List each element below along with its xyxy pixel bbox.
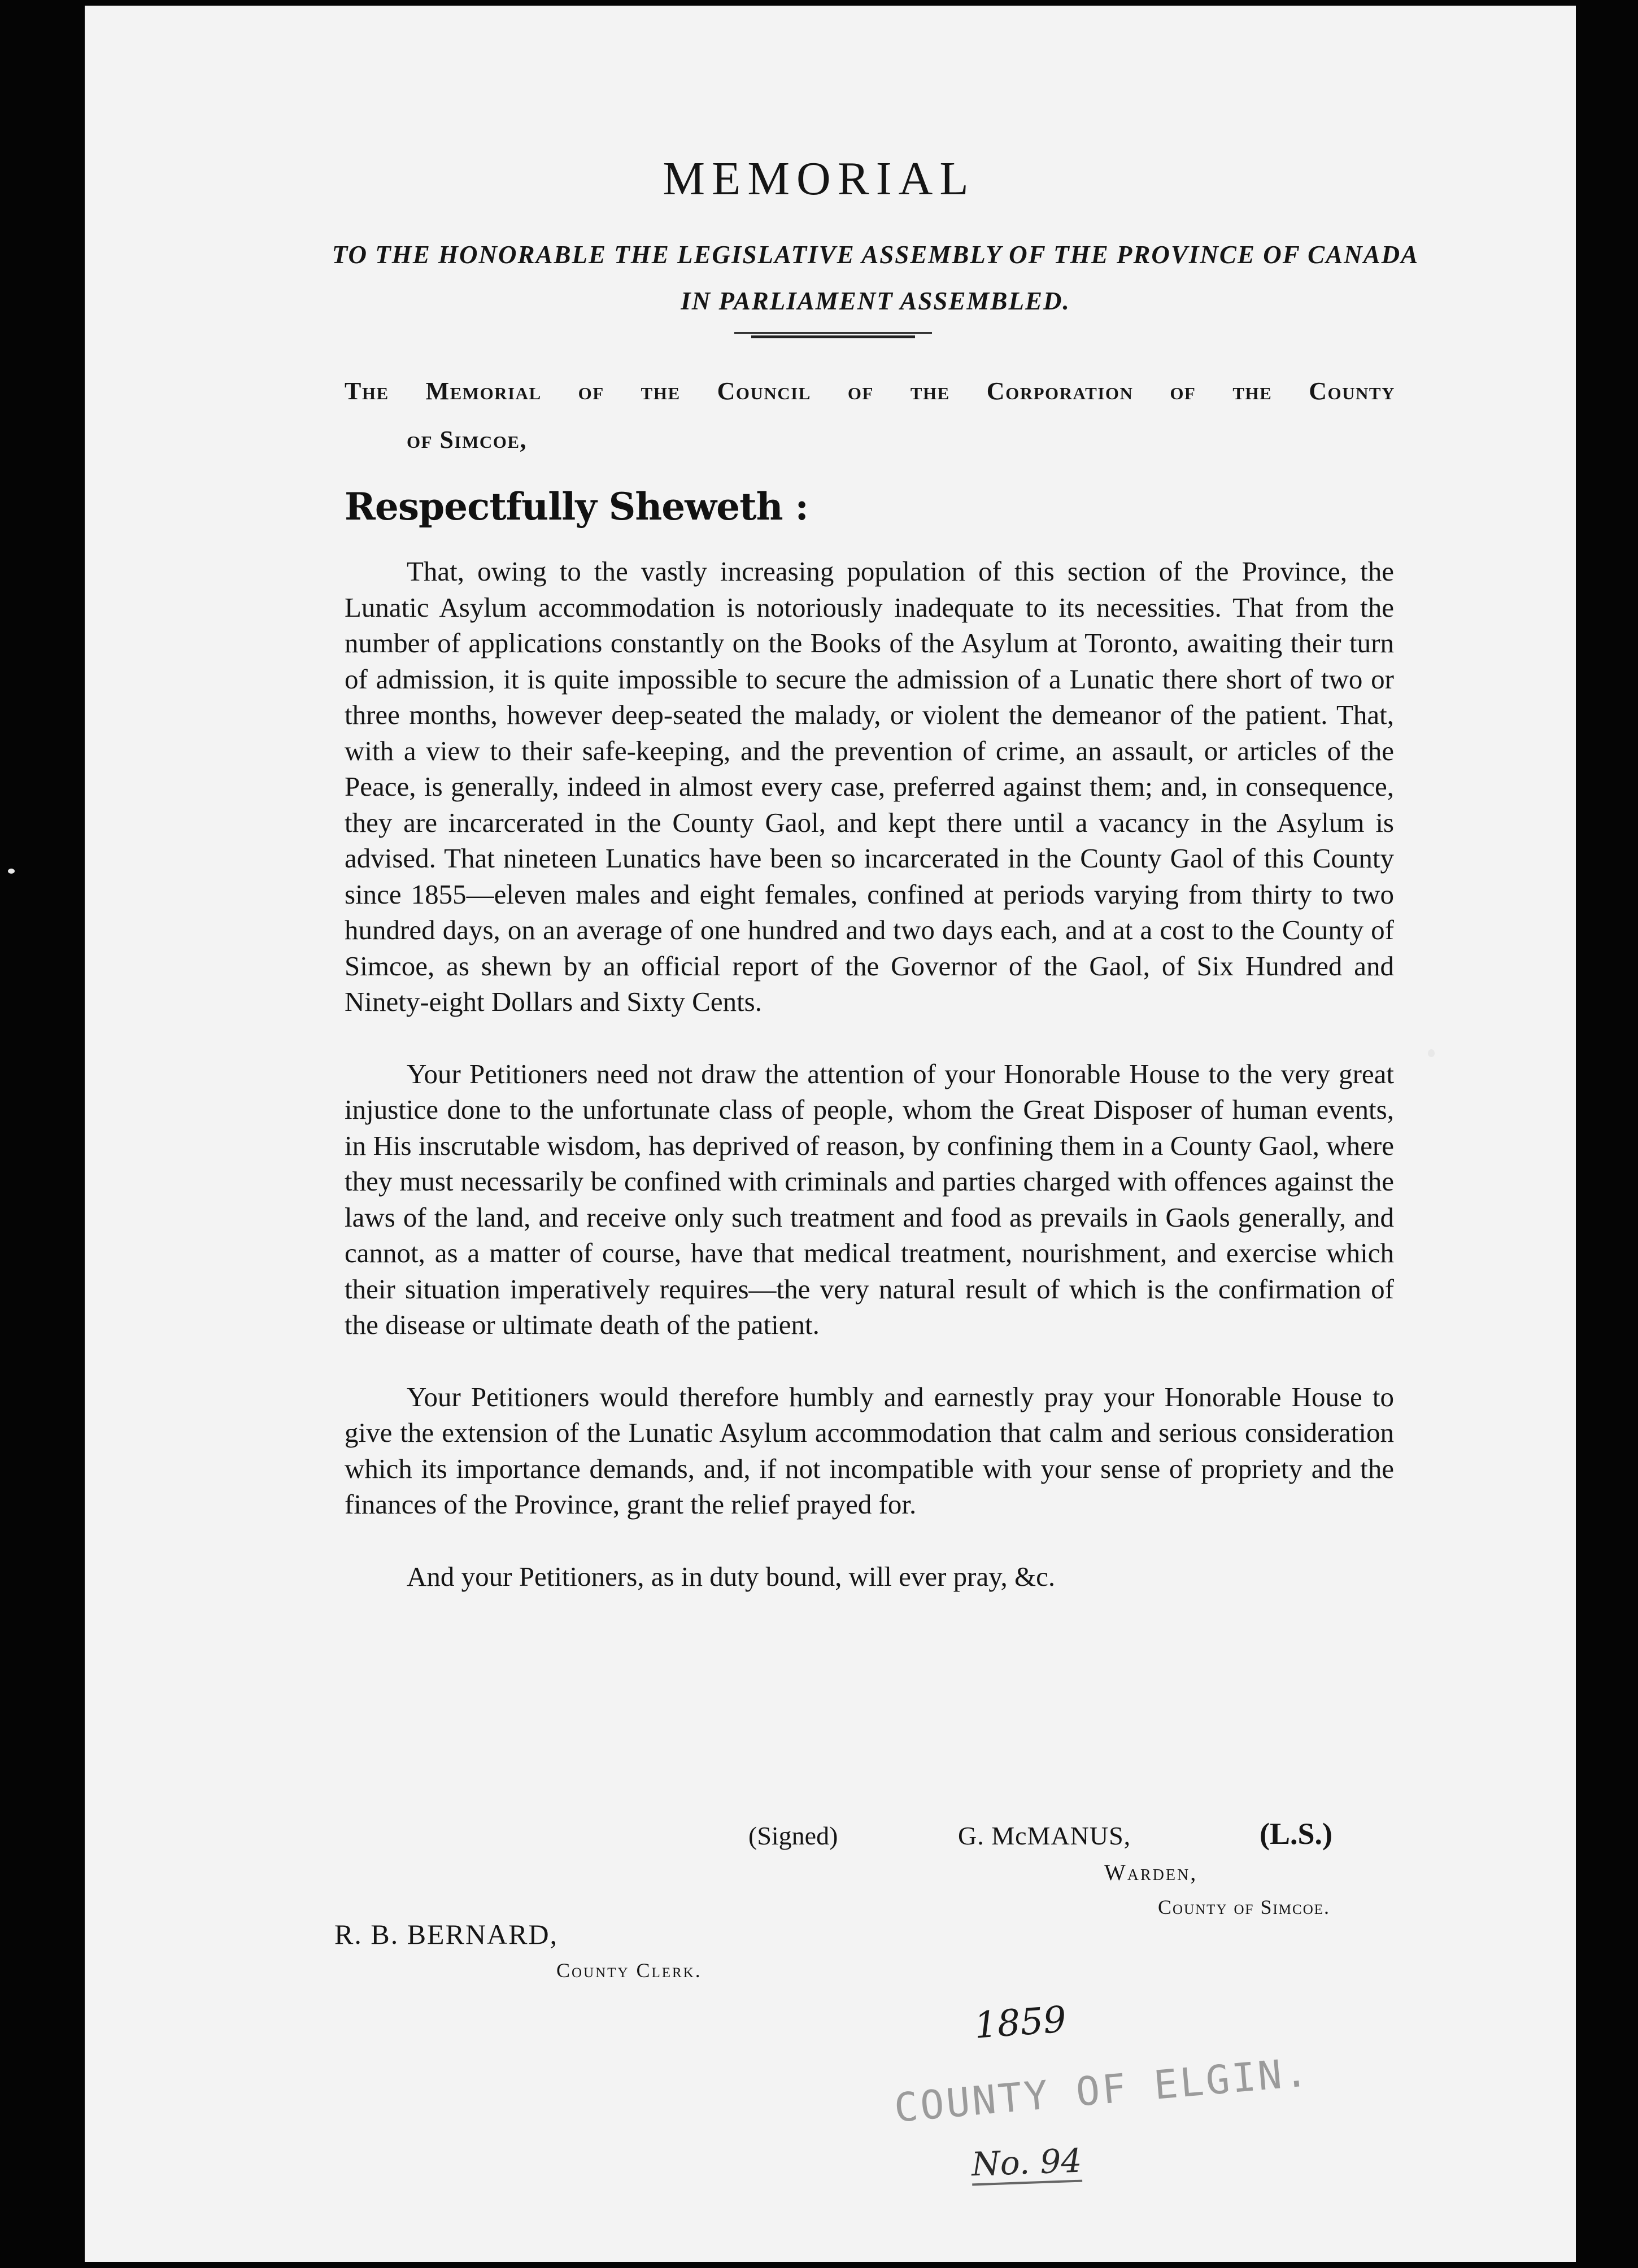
warden-county: County of Simcoe. [1158, 1896, 1331, 1918]
archive-number-text: No. 94 [971, 2141, 1083, 2186]
handwritten-year: 1859 [973, 1999, 1068, 2047]
scan-speck [1428, 1049, 1435, 1057]
clerk-name: R. B. BERNARD, [334, 1918, 559, 1950]
body-paragraph: Your Petitioners would therefore humbly and earnestly pray your Honorable House to give the extension of the Lunatic Asylum accommodation that calm and serious consideration which its importance demands, and, if not incompatible with your sense of propriety and the finances of the Province, grant the relief prayed for. [345, 1381, 1394, 1520]
warden-name: G. McMANUS, [958, 1821, 1131, 1850]
intro-line-1: The Memorial of the Council of the Corporation of the County [345, 377, 1395, 405]
memorial-intro [345, 367, 1395, 464]
document-subtitle: TO THE HONORABLE THE LEGISLATIVE ASSEMBLY OF THE PROVINCE OF CANADA IN PARLIAMENT ASSEMBLED. [332, 241, 1419, 315]
title-divider [734, 332, 932, 339]
seal-mark: (L.S.) [1260, 1817, 1333, 1851]
archive-stamp: COUNTY OF ELGIN. [892, 2048, 1312, 2132]
salutation: Respectfully Sheweth : [345, 485, 808, 529]
body-paragraph: That, owing to the vastly increasing population of this section of the Province, the Lunatic Asylum accommodation is notoriously inadequate to its necessities. That from the number of applications constantly on the Books of the Asylum at Toronto, awaiting their turn of admission, it is quite impossible to secure the admission of a Lunatic there short of two or three months, however deep-seated the malady, or violent the demeanor of the patient. That, with a view to their safe-keeping, and the prevention of crime, an assault, or articles of the Peace, is generally, indeed in almost every case, preferred against them; and, in consequence, they are incarcerated in the County Gaol, and kept there until a vacancy in the Asylum is advised. That nineteen Lunatics have been so incarcerated in the County Gaol of this County since 1855—eleven males and eight females, confined at periods varying from thirty to two hundred days, on an average of one hundred and two days each, and at a cost to the County of Simcoe, as shewn by an official report of the Governor of the Gaol, of Six Hundred and Ninety-eight Dollars and Sixty Cents. [345, 556, 1394, 1017]
intro-line-2: of Simcoe, [407, 426, 528, 453]
archive-number [971, 2141, 1083, 2186]
document-title: MEMORIAL [663, 152, 975, 205]
signed-label: (Signed) [748, 1821, 838, 1850]
body-paragraph: Your Petitioners need not draw the attention of your Honorable House to the very great injustice done to the unfortunate class of people, whom the Great Disposer of human events, in His inscrutable wisdom, has deprived of reason, by confining them in a County Gaol, where they must necessarily be confined with criminals and parties charged with offences against the laws of the land, and receive only such treatment and food as prevails in Gaols generally, and cannot, as a matter of course, have that medical treatment, nourishment, and exercise which their situation imperatively requires—the very natural result of which is the confirmation of the disease or ultimate death of the patient. [345, 1058, 1394, 1340]
warden-title: Warden, [1104, 1860, 1198, 1885]
scan-speck [8, 869, 15, 874]
clerk-title: County Clerk. [556, 1959, 702, 1982]
closing-line: And your Petitioners, as in duty bound, will ever pray, &c. [407, 1560, 1056, 1592]
memorial-body [345, 553, 1394, 1594]
